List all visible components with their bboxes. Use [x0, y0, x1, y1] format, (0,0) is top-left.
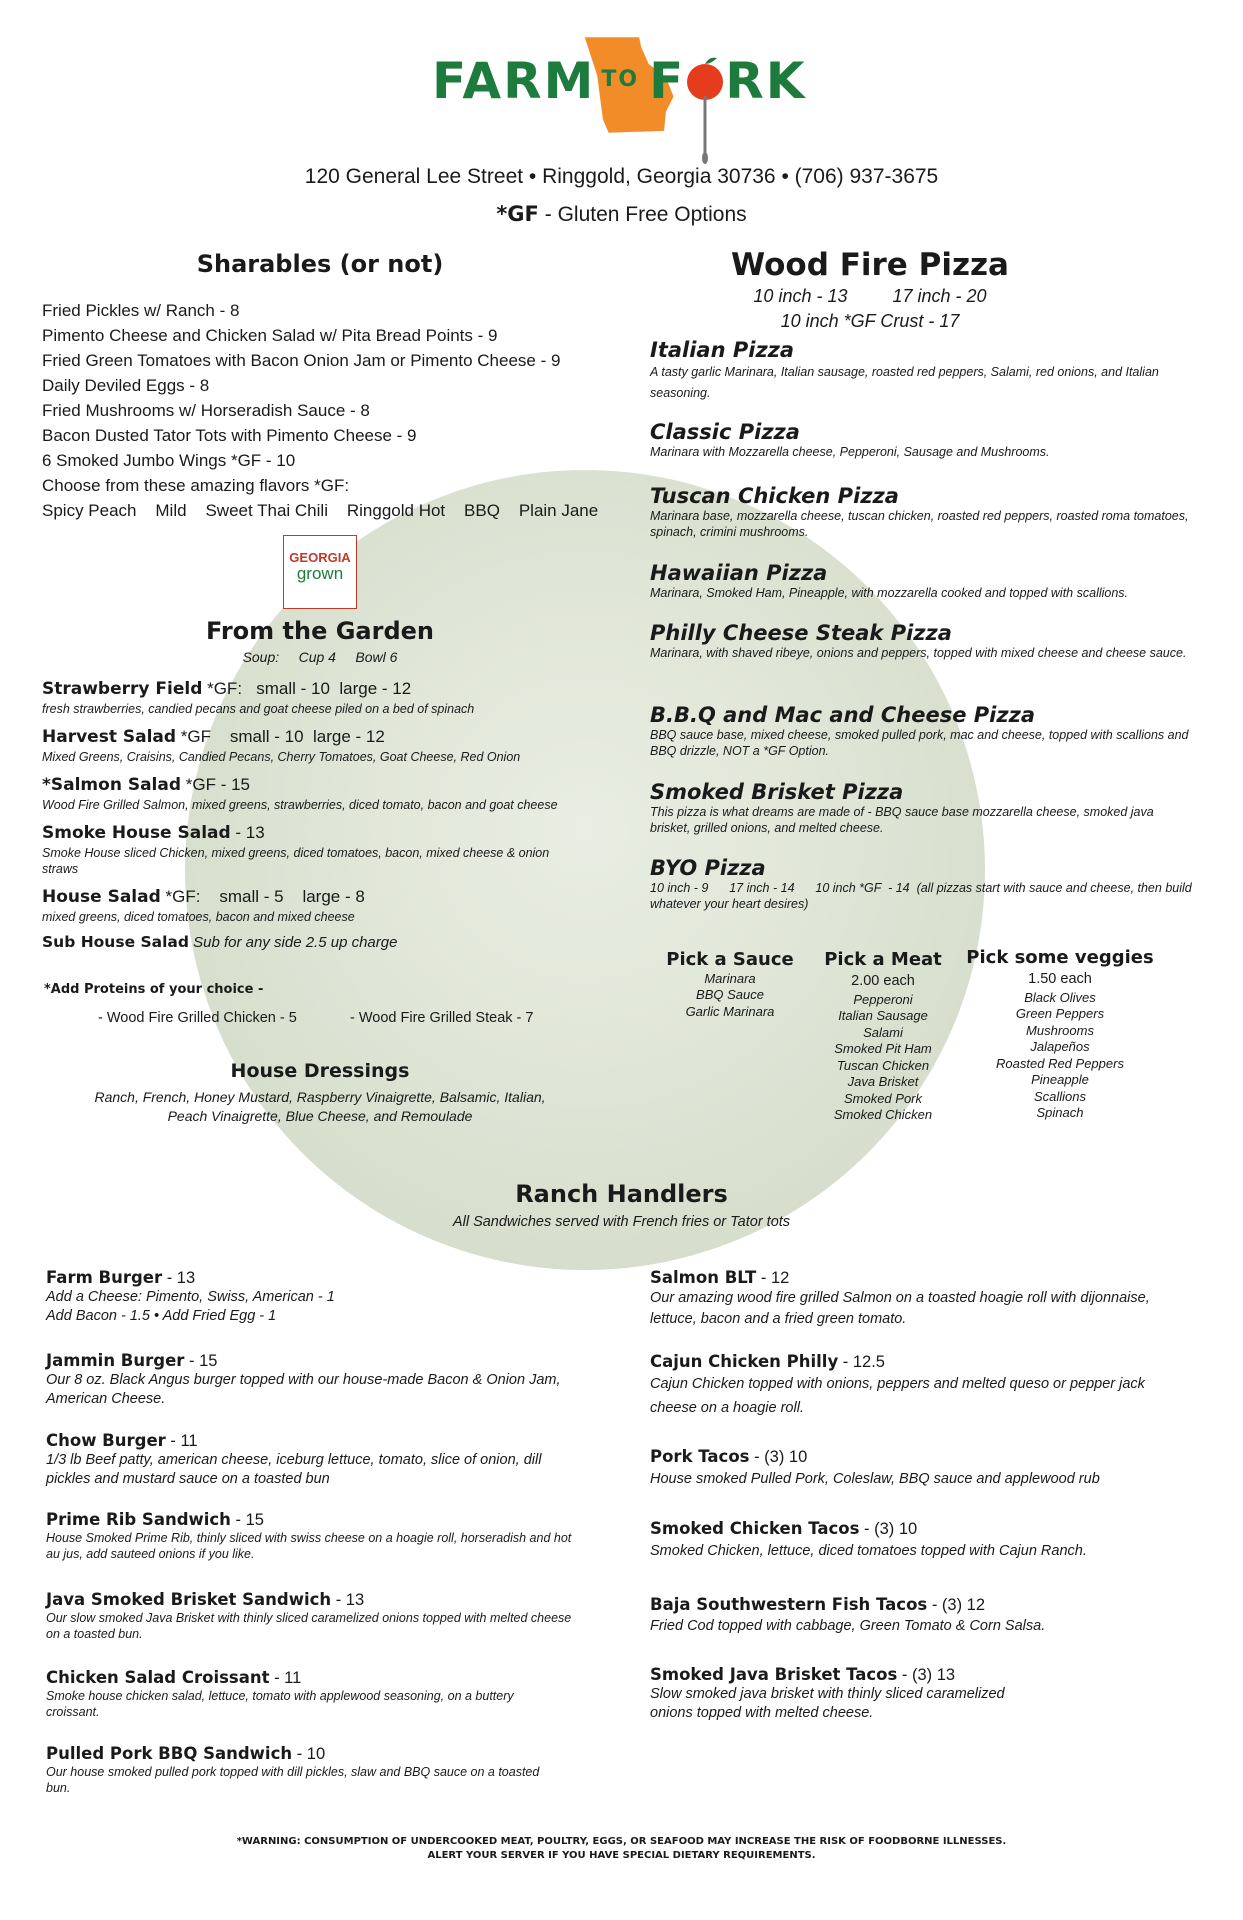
pick-veggies-title: Pick some veggies — [966, 947, 1154, 968]
ranch-item-price: - 11 — [269, 1669, 302, 1687]
pizza-size-line: 10 inch *GF Crust - 17 — [780, 311, 960, 331]
ranch-item-name: Pulled Pork BBQ Sandwich — [46, 1744, 293, 1763]
ranch-item-name: Salmon BLT — [650, 1268, 757, 1287]
pizza-sizes — [650, 284, 1090, 334]
warning-line: *WARNING: CONSUMPTION OF UNDERCOOKED MEAT, POULTRY, EGGS, OR SEAFOOD MAY INCREASE THE RISK OF FOODBORNE ILLNESSES. — [236, 1836, 1007, 1847]
meat-option: Italian Sausage — [838, 1008, 928, 1023]
ranch-item-price: - 11 — [165, 1432, 198, 1450]
soup-prices: Soup: Cup 4 Bowl 6 — [242, 649, 398, 665]
garden-item — [42, 724, 602, 765]
pizza-item-name: Hawaiian Pizza — [650, 561, 828, 585]
ranch-item-price: - 12 — [756, 1269, 790, 1287]
sharables-item: Fried Green Tomatoes with Bacon Onion Jam or Pimento Cheese - 9 — [42, 351, 561, 370]
dressings-line: Ranch, French, Honey Mustard, Raspberry Vinaigrette, Balsamic, Italian, — [94, 1089, 546, 1105]
ranch-item-price: - 15 — [184, 1352, 218, 1370]
meat-option: Pepperoni — [853, 991, 913, 1007]
pizza-item — [650, 484, 1195, 561]
sauce-option: Garlic Marinara — [685, 1003, 775, 1019]
ranch-item — [46, 1431, 586, 1510]
ranch-item — [46, 1668, 586, 1744]
pizza-item-desc: 10 inch - 9 17 inch - 14 10 inch *GF - 14 (all pizzas start with sauce and cheese, then build whatever your heart desires) — [650, 881, 1196, 911]
pizza-item-name: BYO Pizza — [650, 856, 766, 880]
ranch-item-desc: House smoked Pulled Pork, Coleslaw, BBQ sauce and applewood rub — [650, 1471, 1100, 1487]
pizza-item — [650, 703, 1195, 780]
veggie-option: Black Olives — [1024, 989, 1096, 1005]
sharables-list — [42, 298, 622, 523]
ranch-item-name: Smoked Chicken Tacos — [650, 1519, 860, 1538]
ranch-item-name: Pork Tacos — [650, 1447, 750, 1466]
sharables-item: Fried Pickles w/ Ranch - 8 — [42, 301, 240, 320]
logo-farm: FARM — [432, 52, 596, 110]
pizza-item — [650, 561, 1195, 621]
pizza-item — [650, 420, 1195, 484]
sauce-option: BBQ Sauce — [696, 987, 764, 1002]
ranch-item-price: - (3) 10 — [749, 1448, 808, 1466]
veggie-option: Pineapple — [1031, 1072, 1089, 1087]
ranch-item-name: Chicken Salad Croissant — [46, 1668, 270, 1687]
ranch-item-desc: House Smoked Prime Rib, thinly sliced with swiss cheese on a hoagie roll, horseradish and hot au jus, add sauteed onions if you like. — [46, 1531, 572, 1561]
ranch-item — [46, 1510, 586, 1590]
pizza-item-desc: Marinara, Smoked Ham, Pineapple, with mozzarella cooked and topped with scallions. — [650, 586, 1129, 600]
ranch-item — [46, 1268, 586, 1351]
meat-option: Smoked Pork — [843, 1090, 923, 1106]
ranch-item-desc: Our slow smoked Java Brisket with thinly sliced caramelized onions topped with melted cheese on a toasted bun. — [46, 1611, 572, 1641]
ranch-item — [650, 1447, 1190, 1519]
veggie-option: Scallions — [1033, 1088, 1087, 1104]
veggie-option: Roasted Red Peppers — [996, 1055, 1124, 1071]
pizza-item-name: Tuscan Chicken Pizza — [650, 484, 899, 508]
pizza-item-name: Philly Cheese Steak Pizza — [650, 621, 952, 645]
garden-item — [42, 772, 602, 813]
garden-title: From the Garden — [205, 617, 434, 645]
ranch-item-price: - 13 — [162, 1269, 196, 1287]
meat-option: Salami — [863, 1024, 903, 1040]
pizza-size-line: 10 inch - 13 17 inch - 20 — [753, 286, 987, 306]
garden-list — [42, 676, 602, 951]
protein-option: - Wood Fire Grilled Steak - 7 — [350, 1010, 534, 1026]
sub-house-salad — [42, 932, 602, 951]
garden-item-desc: fresh strawberries, candied pecans and goat cheese piled on a bed of spinach — [42, 702, 475, 716]
ranch-item — [650, 1519, 1190, 1595]
sharables-item: Pimento Cheese and Chicken Salad w/ Pita Bread Points - 9 — [42, 326, 498, 345]
gf-legend-text: - Gluten Free Options — [538, 203, 747, 226]
garden-item-name: Strawberry Field — [42, 679, 203, 699]
ranch-item-price: - (3) 13 — [897, 1666, 956, 1684]
meat-option: Tuscan Chicken — [836, 1057, 930, 1073]
ranch-item-price: - (3) 10 — [859, 1520, 918, 1538]
ranch-item-desc: Cajun Chicken topped with onions, peppers and melted queso or pepper jack cheese on a hoagie roll. — [650, 1376, 1145, 1416]
pizza-item-name: Classic Pizza — [650, 420, 800, 444]
ranch-item — [650, 1665, 1190, 1723]
restaurant-address: 120 General Lee Street • Ringgold, Georgia 30736 • (706) 937-3675 — [304, 165, 939, 188]
ranch-item — [650, 1595, 1190, 1665]
meat-option: Smoked Chicken — [833, 1107, 933, 1122]
veggie-option: Spinach — [1036, 1105, 1084, 1120]
gf-legend-mark: *GF — [496, 202, 539, 226]
ranch-item — [650, 1268, 1190, 1352]
warning-line: ALERT YOUR SERVER IF YOU HAVE SPECIAL DIETARY REQUIREMENTS. — [427, 1850, 816, 1861]
pick-veggies — [960, 947, 1160, 1122]
garden-item-name: Smoke House Salad — [42, 823, 231, 843]
food-safety-warning — [0, 1835, 1243, 1863]
add-proteins-title: *Add Proteins of your choice - — [44, 982, 264, 997]
garden-item-price: *GF small - 10 large - 12 — [176, 727, 385, 746]
logo-f: F — [649, 52, 686, 110]
pick-sauce-title: Pick a Sauce — [666, 949, 794, 970]
garden-item-desc: Wood Fire Grilled Salmon, mixed greens, strawberries, diced tomato, bacon and goat cheese — [42, 798, 558, 812]
pizza-item-name: B.B.Q and Mac and Cheese Pizza — [650, 703, 1035, 727]
ranch-item-name: Cajun Chicken Philly — [650, 1352, 839, 1371]
ranch-right-list — [650, 1268, 1190, 1723]
garden-item — [42, 676, 602, 717]
apple-fork-icon — [685, 56, 725, 106]
pizza-item — [650, 338, 1195, 420]
garden-item-desc: Mixed Greens, Craisins, Candied Pecans, Cherry Tomatoes, Goat Cheese, Red Onion — [42, 750, 521, 764]
pizza-item-name: Italian Pizza — [650, 338, 795, 362]
garden-item-name: Harvest Salad — [42, 727, 177, 747]
garden-item-desc: Smoke House sliced Chicken, mixed greens, diced tomatoes, bacon, mixed cheese & onion straws — [42, 846, 550, 876]
garden-item-name: *Salmon Salad — [42, 775, 182, 795]
ranch-left-list — [46, 1268, 586, 1796]
dressings-line: Peach Vinaigrette, Blue Cheese, and Remoulade — [167, 1108, 473, 1124]
pizza-item-desc: Marinara, with shaved ribeye, onions and peppers, topped with mixed cheese and cheese sauce. — [650, 646, 1187, 660]
ranch-item-name: Java Smoked Brisket Sandwich — [46, 1590, 332, 1609]
georgia-grown-line1: GEORGIA — [289, 550, 351, 565]
pizza-item-desc: A tasty garlic Marinara, Italian sausage, roasted red peppers, Salami, red onions, and Italian seasoning. — [650, 365, 1159, 400]
ranch-item-price: - 15 — [230, 1511, 264, 1529]
ranch-subtitle: All Sandwiches served with French fries or Tator tots — [452, 1214, 791, 1230]
ranch-item-name: Smoked Java Brisket Tacos — [650, 1665, 898, 1684]
meat-price: 2.00 each — [851, 972, 915, 989]
veggie-option: Mushrooms — [1026, 1022, 1094, 1038]
wing-flavors: Spicy Peach Mild Sweet Thai Chili Ringgold Hot BBQ Plain Jane — [42, 501, 599, 520]
ranch-item-price: - 10 — [292, 1745, 326, 1763]
ranch-item-price: - (3) 12 — [927, 1596, 986, 1614]
meat-option: Smoked Pit Ham — [834, 1041, 932, 1056]
ranch-item-desc: Our 8 oz. Black Angus burger topped with our house-made Bacon & Onion Jam, American Cheese. — [46, 1372, 561, 1407]
pizza-item-desc: This pizza is what dreams are made of - BBQ sauce base mozzarella cheese, smoked java brisket, grilled onions, and melted cheese. — [650, 805, 1154, 835]
pizza-item-desc: Marinara base, mozzarella cheese, tuscan chicken, roasted red peppers, roasted roma tomatoes, spinach, crimini mushrooms. — [650, 509, 1189, 539]
pizza-item-name: Smoked Brisket Pizza — [650, 780, 904, 804]
garden-item-price: *GF: small - 5 large - 8 — [160, 887, 365, 906]
sub-house-salad-desc: Sub for any side 2.5 up charge — [188, 934, 398, 951]
meat-option: Java Brisket — [847, 1074, 919, 1089]
veggie-option: Jalapeños — [1030, 1039, 1090, 1054]
ranch-item-desc: Smoked Chicken, lettuce, diced tomatoes topped with Cajun Ranch. — [650, 1543, 1087, 1559]
georgia-grown-line2: grown — [296, 564, 344, 583]
sub-house-salad-name: Sub House Salad — [42, 933, 189, 951]
ranch-item — [46, 1744, 586, 1796]
sharables-item: Fried Mushrooms w/ Horseradish Sauce - 8 — [42, 401, 370, 420]
dressings-list — [40, 1088, 600, 1126]
pizza-list — [650, 338, 1195, 912]
veggie-option: Green Peppers — [1015, 1006, 1105, 1021]
garden-item-price: *GF - 15 — [181, 775, 250, 794]
ranch-item-desc: Slow smoked java brisket with thinly sliced caramelized onions topped with melted cheese. — [650, 1686, 1005, 1721]
garden-item — [42, 884, 602, 925]
ranch-item-desc: Our house smoked pulled pork topped with dill pickles, slaw and BBQ sauce on a toasted bun. — [46, 1765, 540, 1795]
sauce-option: Marinara — [704, 970, 756, 986]
garden-item-price: *GF: small - 10 large - 12 — [202, 679, 412, 698]
georgia-grown-badge — [283, 535, 357, 609]
ranch-item — [650, 1352, 1190, 1447]
ranch-item-price: - 13 — [331, 1591, 365, 1609]
dressings-title: House Dressings — [230, 1060, 410, 1082]
pizza-item-desc: Marinara with Mozzarella cheese, Pepperoni, Sausage and Mushrooms. — [650, 445, 1050, 459]
ranch-item-price: - 12.5 — [838, 1353, 885, 1371]
pizza-title: Wood Fire Pizza — [731, 247, 1009, 283]
sharables-item: 6 Smoked Jumbo Wings *GF - 10 — [42, 451, 296, 470]
garden-item-price: - 13 — [230, 823, 265, 842]
sharables-item: Choose from these amazing flavors *GF: — [42, 476, 350, 495]
ranch-item-name: Prime Rib Sandwich — [46, 1510, 231, 1529]
pizza-item — [650, 856, 1195, 912]
pick-meat — [808, 949, 958, 1124]
garden-item-name: House Salad — [42, 887, 161, 907]
pizza-item — [650, 780, 1195, 856]
ranch-item-name: Chow Burger — [46, 1431, 166, 1450]
ranch-item-desc: Fried Cod topped with cabbage, Green Tomato & Corn Salsa. — [650, 1618, 1046, 1634]
ranch-item-desc: Smoke house chicken salad, lettuce, tomato with applewood seasoning, on a buttery croissant. — [46, 1689, 514, 1719]
veggies-price: 1.50 each — [1028, 970, 1092, 987]
pizza-item-desc: BBQ sauce base, mixed cheese, smoked pulled pork, mac and cheese, topped with scallions and BBQ drizzle, NOT a *GF Option. — [650, 728, 1189, 758]
garden-item-desc: mixed greens, diced tomatoes, bacon and mixed cheese — [42, 910, 355, 924]
logo-to: TO — [601, 66, 640, 92]
ranch-item-name: Jammin Burger — [46, 1351, 185, 1370]
ranch-item-name: Baja Southwestern Fish Tacos — [650, 1595, 928, 1614]
ranch-item — [46, 1351, 586, 1431]
sharables-item: Daily Deviled Eggs - 8 — [42, 376, 210, 395]
sharables-title: Sharables (or not) — [196, 250, 444, 278]
ranch-title: Ranch Handlers — [515, 1180, 728, 1208]
ranch-item-desc: 1/3 lb Beef patty, american cheese, iceburg lettuce, tomato, slice of onion, dill pickles and mustard sauce on a toasted bun — [46, 1452, 542, 1487]
ranch-item-desc: Our amazing wood fire grilled Salmon on a toasted hoagie roll with dijonnaise, lettuce, bacon and a fried green tomato. — [650, 1290, 1150, 1327]
ranch-item-desc: Add a Cheese: Pimento, Swiss, American - 1 Add Bacon - 1.5 • Add Fried Egg - 1 — [46, 1289, 335, 1324]
ranch-item — [46, 1590, 586, 1668]
logo-rk: RK — [725, 52, 807, 110]
ranch-item-name: Farm Burger — [46, 1268, 163, 1287]
protein-option: - Wood Fire Grilled Chicken - 5 — [98, 1010, 297, 1026]
pick-sauce — [655, 949, 805, 1020]
pizza-item — [650, 621, 1195, 703]
garden-item — [42, 820, 602, 877]
gf-legend — [0, 202, 1243, 227]
sharables-item: Bacon Dusted Tator Tots with Pimento Cheese - 9 — [42, 426, 417, 445]
pick-meat-title: Pick a Meat — [824, 949, 942, 970]
